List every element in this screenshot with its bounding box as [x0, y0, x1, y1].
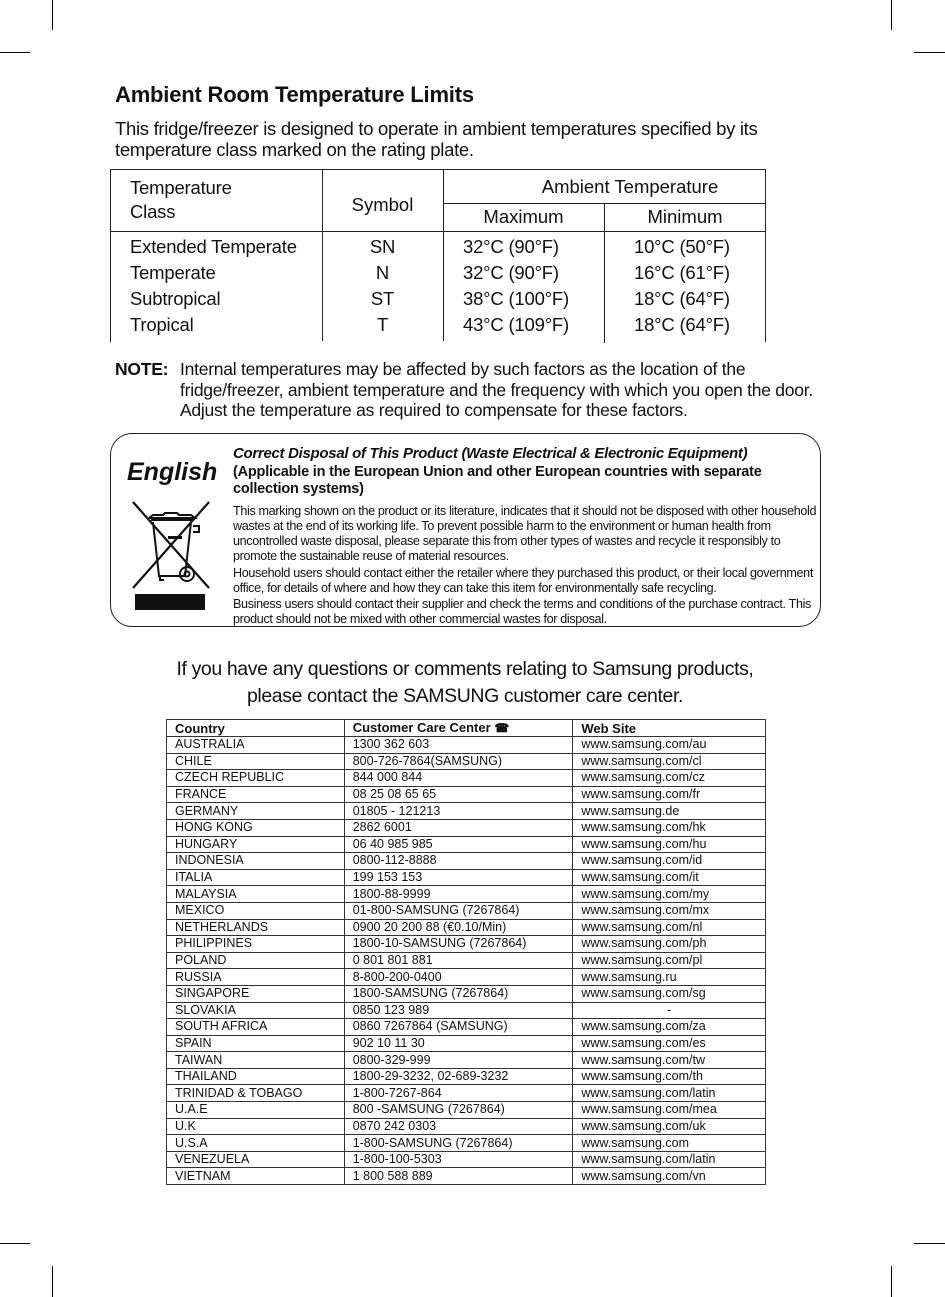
customer-care-row	[167, 952, 766, 969]
customer-care-row	[167, 902, 766, 919]
website-cell: www.samsung.com/nl	[573, 919, 766, 936]
customer-care-row	[167, 1151, 766, 1168]
phone-cell: 1800-SAMSUNG (7267864)	[344, 985, 573, 1002]
customer-care-row	[167, 836, 766, 853]
header-maximum: Maximum	[483, 206, 564, 227]
phone-cell: 1-800-100-5303	[344, 1151, 573, 1168]
website-cell: www.samsung.com/tw	[573, 1052, 766, 1069]
phone-cell: 2862 6001	[344, 819, 573, 836]
country-cell: SOUTH AFRICA	[167, 1019, 345, 1036]
country-cell: MALAYSIA	[167, 886, 345, 903]
country-cell: ITALIA	[167, 869, 345, 886]
country-cell: THAILAND	[167, 1068, 345, 1085]
customer-care-row	[167, 753, 766, 770]
country-cell: MEXICO	[167, 902, 345, 919]
website-cell: www.samsung.com/my	[573, 886, 766, 903]
header-class-line1: Temperature	[130, 177, 232, 198]
max-cell: 32°C (90°F)	[463, 262, 559, 283]
website-cell: www.samsung.com/es	[573, 1035, 766, 1052]
crop-mark-bottom-right-h	[914, 1243, 945, 1244]
customer-care-row	[167, 919, 766, 936]
country-cell: PHILIPPINES	[167, 936, 345, 953]
customer-care-row	[167, 1019, 766, 1036]
class-cell: Subtropical	[130, 288, 221, 309]
website-cell: www.samsung.com/za	[573, 1019, 766, 1036]
country-cell: U.A.E	[167, 1102, 345, 1119]
max-cell: 32°C (90°F)	[463, 236, 559, 257]
phone-cell: 0 801 801 881	[344, 952, 573, 969]
header-country: Country	[167, 720, 345, 737]
weee-paragraph-3: Business users should contact their supplier and check the terms and conditions of the purchase contract. This product should not be mixed with other commercial wastes for disposal.	[233, 597, 811, 626]
website-cell: www.samsung.com/latin	[573, 1151, 766, 1168]
symbol-cell: SN	[369, 236, 396, 257]
contact-prompt	[120, 656, 810, 710]
website-cell: -	[573, 1002, 766, 1019]
website-cell: www.samsung.com/mx	[573, 902, 766, 919]
temperature-row	[110, 234, 766, 260]
phone-cell: 1-800-SAMSUNG (7267864)	[344, 1135, 573, 1152]
contact-line-2: please contact the SAMSUNG customer care center.	[246, 685, 683, 707]
country-cell: U.S.A	[167, 1135, 345, 1152]
weee-paragraph-2: Household users should contact either the retailer where they purchased this product, or their local government office, for details of where and how they can take this item for environmentally safe recycling.	[233, 565, 813, 595]
customer-care-row	[167, 1085, 766, 1102]
website-cell: www.samsung.com/au	[573, 737, 766, 754]
symbol-cell: T	[376, 314, 389, 335]
customer-care-row	[167, 936, 766, 953]
min-cell: 10°C (50°F)	[634, 236, 730, 257]
min-cell: 16°C (61°F)	[634, 262, 730, 283]
website-cell: www.samsung.com/hu	[573, 836, 766, 853]
language-label: English	[127, 458, 218, 486]
crop-mark-bottom-left-v	[52, 1266, 53, 1297]
phone-cell: 08 25 08 65 65	[344, 786, 573, 803]
customer-care-row	[167, 1052, 766, 1069]
crop-mark-bottom-right-v	[891, 1266, 892, 1297]
website-cell: www.samsung.com/vn	[573, 1168, 766, 1185]
customer-care-row	[167, 886, 766, 903]
contact-line-1: If you have any questions or comments relating to Samsung products,	[176, 658, 754, 680]
country-cell: INDONESIA	[167, 853, 345, 870]
country-cell: NETHERLANDS	[167, 919, 345, 936]
black-bar-marker	[135, 594, 205, 610]
crop-mark-top-right-v	[891, 0, 892, 30]
temperature-table	[110, 169, 766, 343]
temperature-row	[110, 260, 766, 286]
customer-care-row	[167, 1168, 766, 1185]
website-cell: www.samsung.com/it	[573, 869, 766, 886]
country-cell: RUSSIA	[167, 969, 345, 986]
customer-care-row	[167, 819, 766, 836]
customer-care-row	[167, 1035, 766, 1052]
customer-care-row	[167, 1102, 766, 1119]
phone-cell: 06 40 985 985	[344, 836, 573, 853]
customer-care-row	[167, 985, 766, 1002]
country-cell: AUSTRALIA	[167, 737, 345, 754]
symbol-cell: N	[375, 262, 390, 283]
crop-mark-top-left-v	[52, 0, 53, 30]
phone-cell: 0800-329-999	[344, 1052, 573, 1069]
crop-mark-bottom-left-h	[0, 1243, 30, 1244]
header-temperature-class	[130, 176, 232, 224]
phone-cell: 1800-10-SAMSUNG (7267864)	[344, 936, 573, 953]
website-cell: www.samsung.com/id	[573, 853, 766, 870]
website-cell: www.samsung.com/mea	[573, 1102, 766, 1119]
phone-cell: 800-726-7864(SAMSUNG)	[344, 753, 573, 770]
website-cell: www.samsung.com/th	[573, 1068, 766, 1085]
country-cell: VENEZUELA	[167, 1151, 345, 1168]
website-cell: www.samsung.com/sg	[573, 985, 766, 1002]
header-center-label: Customer Care Center	[352, 720, 491, 735]
note	[115, 359, 835, 421]
website-cell: www.samsung.com/uk	[573, 1118, 766, 1135]
phone-cell: 0870 242 0303	[344, 1118, 573, 1135]
max-cell: 38°C (100°F)	[463, 288, 569, 309]
country-cell: VIETNAM	[167, 1168, 345, 1185]
website-cell: www.samsung.de	[573, 803, 766, 820]
customer-care-row	[167, 1135, 766, 1152]
phone-cell: 0800-112-8888	[344, 853, 573, 870]
header-class-line2: Class	[130, 201, 176, 222]
class-cell: Temperate	[130, 262, 216, 283]
website-cell: www.samsung.ru	[573, 969, 766, 986]
website-cell: www.samsung.com/fr	[573, 786, 766, 803]
customer-care-header-row	[167, 720, 766, 737]
crop-mark-top-right-h	[914, 52, 945, 53]
note-text: Internal temperatures may be affected by such factors as the location of the fridge/freezer, ambient temperature and the frequency with which you open the door. Adjust the temperature as required to compensate for these factors.	[180, 359, 813, 420]
row-divider	[443, 203, 766, 204]
phone-cell: 1 800 588 889	[344, 1168, 573, 1185]
website-cell: www.samsung.com/cz	[573, 770, 766, 787]
website-cell: www.samsung.com/latin	[573, 1085, 766, 1102]
country-cell: POLAND	[167, 952, 345, 969]
customer-care-row	[167, 1068, 766, 1085]
weee-body	[233, 504, 818, 629]
crossed-out-wheelie-bin-icon	[123, 500, 219, 595]
row-divider	[110, 231, 766, 232]
class-cell: Extended Temperate	[130, 236, 297, 257]
symbol-cell: ST	[370, 288, 395, 309]
phone-cell: 01-800-SAMSUNG (7267864)	[344, 902, 573, 919]
min-cell: 18°C (64°F)	[634, 288, 730, 309]
country-cell: U.K	[167, 1118, 345, 1135]
temperature-row	[110, 286, 766, 312]
customer-care-row	[167, 803, 766, 820]
website-cell: www.samsung.com/cl	[573, 753, 766, 770]
header-customer-care-center	[344, 720, 573, 737]
customer-care-row	[167, 869, 766, 886]
phone-cell: 1800-88-9999	[344, 886, 573, 903]
telephone-icon: ☎	[494, 721, 510, 735]
phone-cell: 0900 20 200 88 (€0.10/Min)	[344, 919, 573, 936]
country-cell: TRINIDAD & TOBAGO	[167, 1085, 345, 1102]
country-cell: TAIWAN	[167, 1052, 345, 1069]
phone-cell: 1300 362 603	[344, 737, 573, 754]
phone-cell: 1800-29-3232, 02-689-3232	[344, 1068, 573, 1085]
country-cell: HONG KONG	[167, 819, 345, 836]
header-ambient-temperature: Ambient Temperature	[541, 176, 719, 197]
temperature-rows	[110, 234, 766, 338]
class-cell: Tropical	[130, 314, 194, 335]
temperature-row	[110, 312, 766, 338]
phone-cell: 0860 7267864 (SAMSUNG)	[344, 1019, 573, 1036]
phone-cell: 0850 123 989	[344, 1002, 573, 1019]
customer-care-row	[167, 737, 766, 754]
customer-care-row	[167, 853, 766, 870]
phone-cell: 800 -SAMSUNG (7267864)	[344, 1102, 573, 1119]
customer-care-row	[167, 770, 766, 787]
max-cell: 43°C (109°F)	[463, 314, 569, 335]
phone-cell: 199 153 153	[344, 869, 573, 886]
header-symbol: Symbol	[351, 194, 414, 215]
country-cell: CZECH REPUBLIC	[167, 770, 345, 787]
country-cell: SLOVAKIA	[167, 1002, 345, 1019]
page-title: Ambient Room Temperature Limits	[115, 82, 474, 107]
weee-paragraph-1: This marking shown on the product or its literature, indicates that it should not be disposed with other household wastes at the end of its working life. To prevent possible harm to the environment or human health from uncontrolled waste disposal, please separate this from other types of wastes and recycle it responsibly to promote the sustainable reuse of material resources.	[233, 504, 817, 563]
website-cell: www.samsung.com/pl	[573, 952, 766, 969]
phone-cell: 8-800-200-0400	[344, 969, 573, 986]
weee-subtitle: (Applicable in the European Union and other European countries with separate collection systems)	[233, 464, 762, 497]
country-cell: SPAIN	[167, 1035, 345, 1052]
customer-care-row	[167, 1002, 766, 1019]
country-cell: HUNGARY	[167, 836, 345, 853]
country-cell: GERMANY	[167, 803, 345, 820]
phone-cell: 902 10 11 30	[344, 1035, 573, 1052]
website-cell: www.samsung.com/ph	[573, 936, 766, 953]
customer-care-row	[167, 969, 766, 986]
header-web-site: Web Site	[573, 720, 766, 737]
phone-cell: 844 000 844	[344, 770, 573, 787]
header-minimum: Minimum	[647, 206, 723, 227]
intro-paragraph: This fridge/freezer is designed to operate in ambient temperatures specified by its temperature class marked on the rating plate.	[115, 118, 758, 160]
weee-disposal-box	[110, 433, 821, 627]
weee-title: Correct Disposal of This Product (Waste Electrical & Electronic Equipment)	[233, 445, 748, 462]
website-cell: www.samsung.com/hk	[573, 819, 766, 836]
website-cell: www.samsung.com	[573, 1135, 766, 1152]
phone-cell: 1-800-7267-864	[344, 1085, 573, 1102]
customer-care-row	[167, 1118, 766, 1135]
customer-care-row	[167, 786, 766, 803]
country-cell: SINGAPORE	[167, 985, 345, 1002]
country-cell: FRANCE	[167, 786, 345, 803]
country-cell: CHILE	[167, 753, 345, 770]
note-label: NOTE:	[115, 359, 169, 379]
phone-cell: 01805 - 121213	[344, 803, 573, 820]
crop-mark-top-left-h	[0, 52, 30, 53]
customer-care-table	[166, 719, 766, 1185]
min-cell: 18°C (64°F)	[634, 314, 730, 335]
